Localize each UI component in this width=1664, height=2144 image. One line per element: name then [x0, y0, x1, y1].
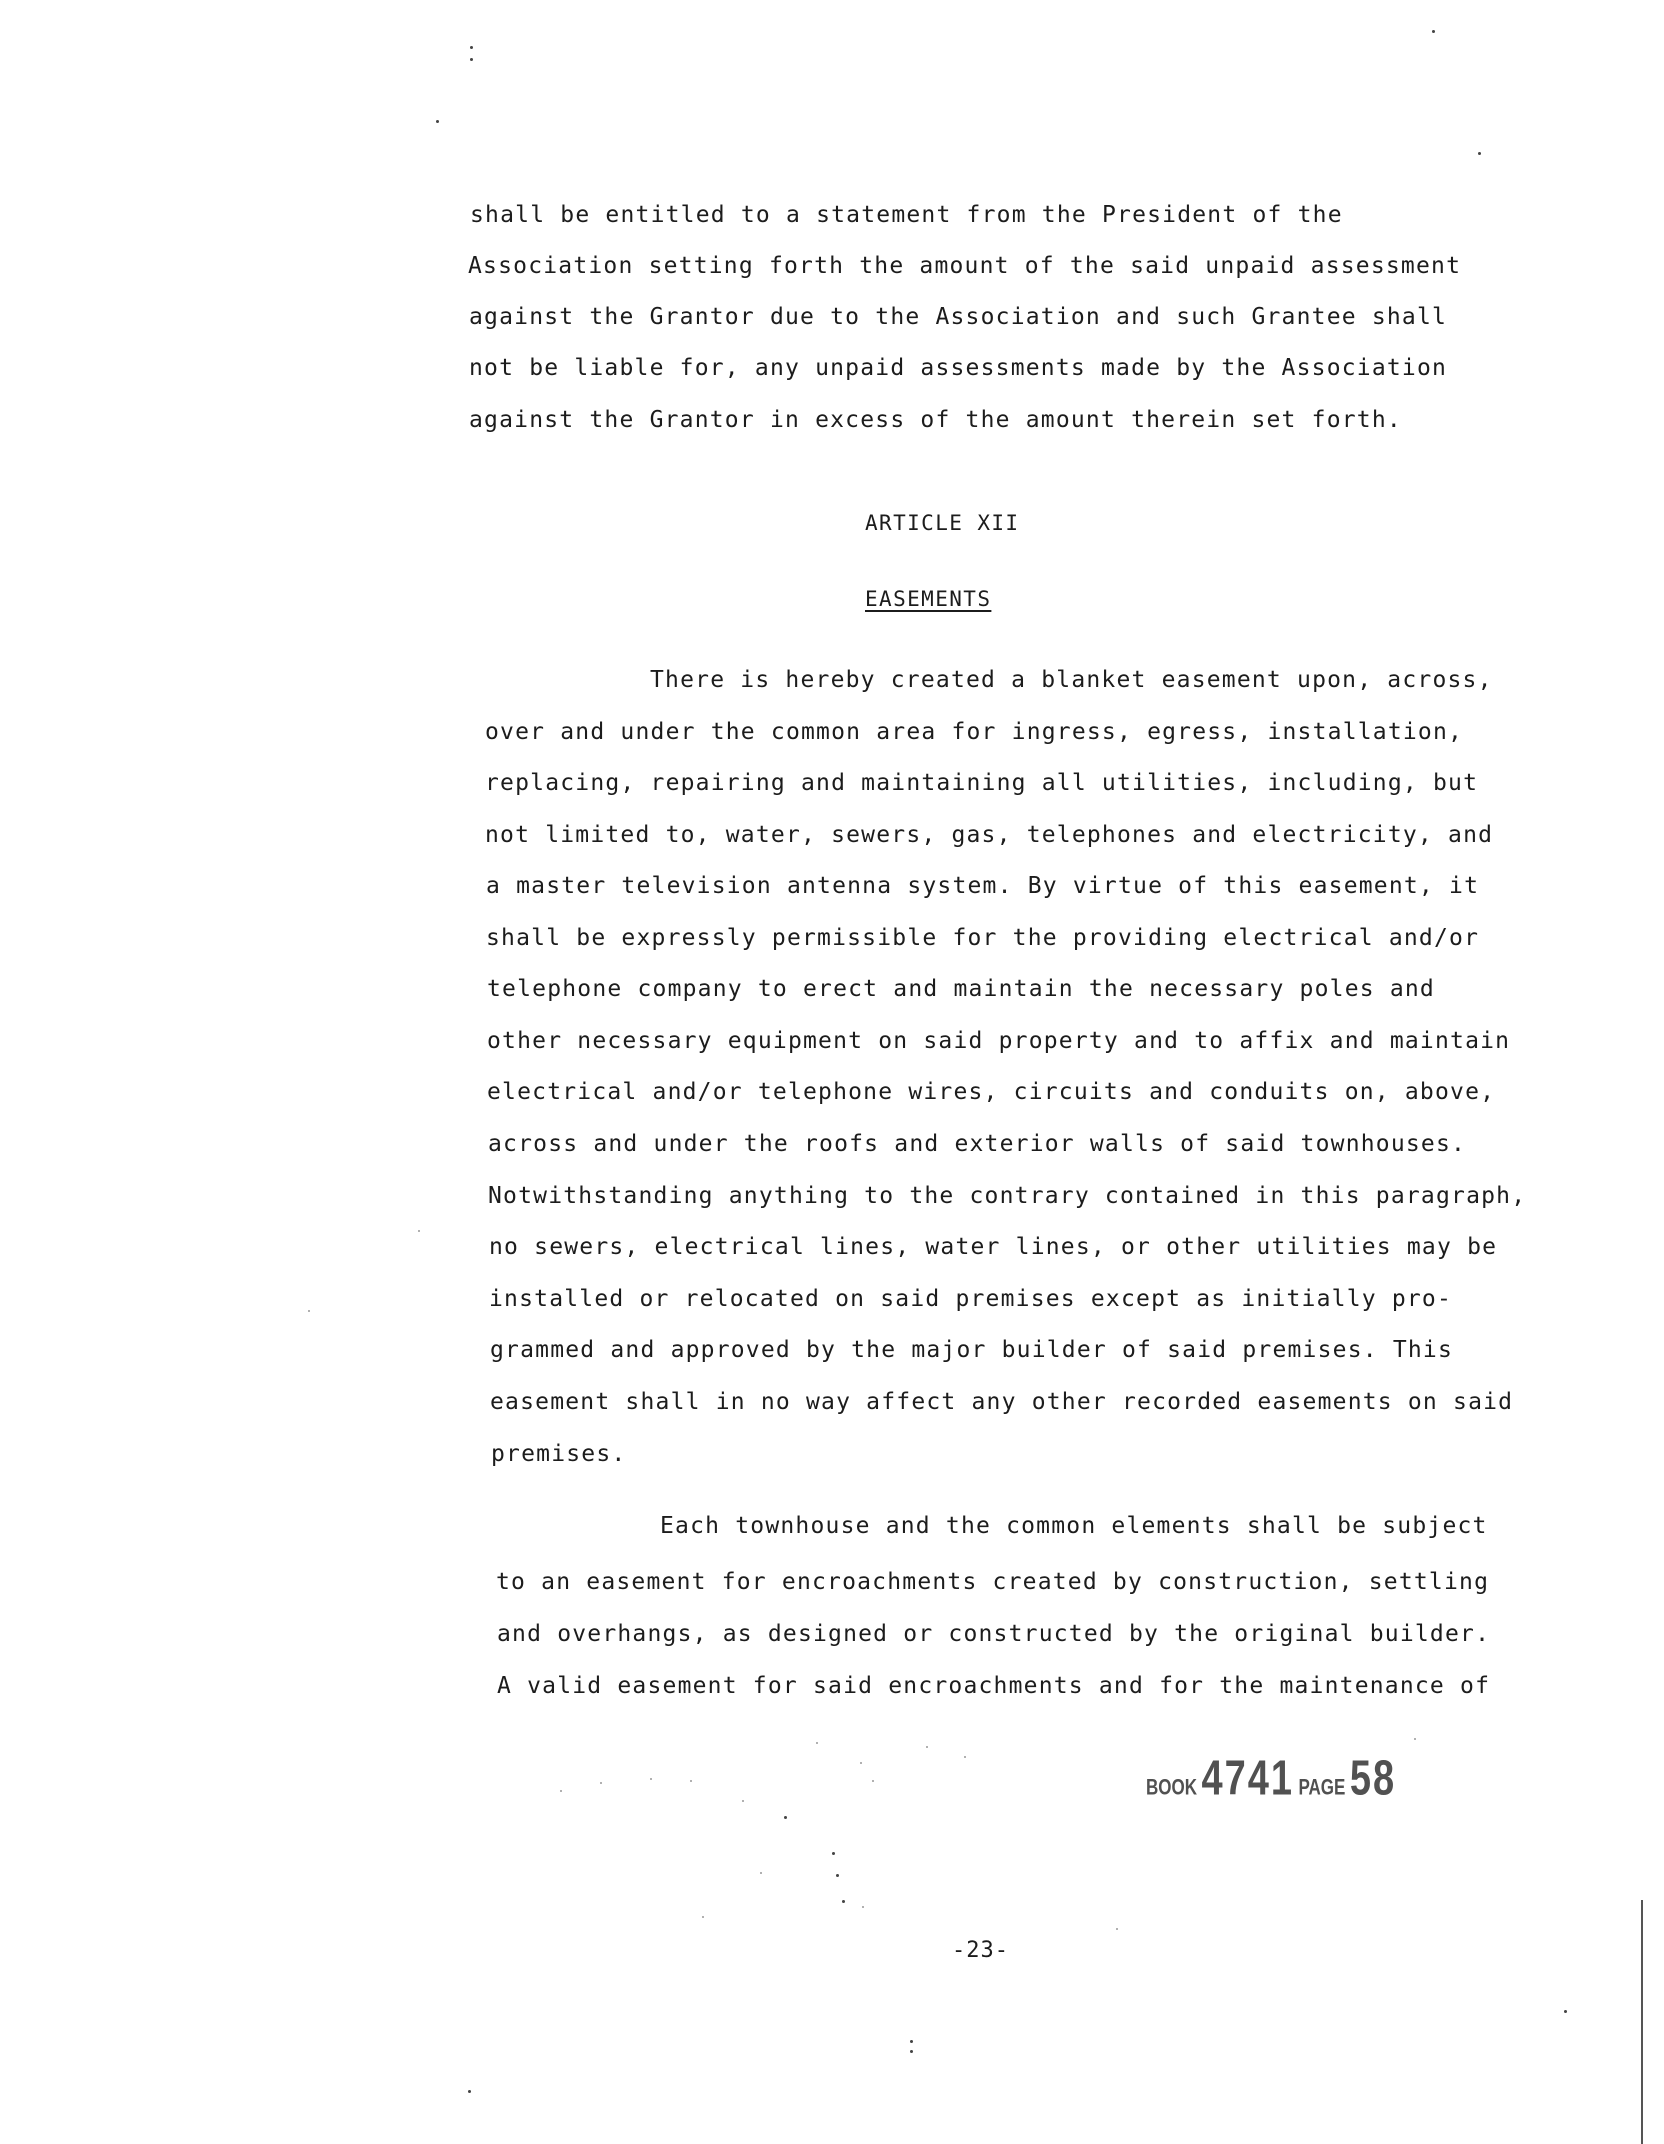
speck [560, 1790, 562, 1792]
speck [1414, 1738, 1416, 1740]
stamp-book-number: 4741 [1201, 1751, 1294, 1807]
text-line: shall be entitled to a statement from the President of the [470, 202, 1343, 228]
page-number: -23- [952, 1938, 1009, 1963]
recording-stamp [1146, 1752, 1396, 1808]
speck [832, 1852, 835, 1855]
speck [836, 1874, 839, 1877]
speck [784, 1816, 787, 1819]
article-heading: ARTICLE XII [865, 511, 1020, 535]
text-line: Each townhouse and the common elements shall be subject [660, 1513, 1488, 1539]
text-line: no sewers, electrical lines, water lines, or other utilities may be [489, 1234, 1498, 1260]
text-line: premises. [491, 1441, 627, 1467]
text-line: grammed and approved by the major builder of said premises. This [490, 1337, 1454, 1363]
text-line: a master television antenna system. By virtue of this easement, it [486, 873, 1480, 899]
speck [600, 1782, 602, 1784]
text-line: A valid easement for said encroachments and for the maintenance of [497, 1673, 1491, 1699]
text-line: against the Grantor due to the Association and such Grantee shall [469, 304, 1448, 330]
stamp-page-number: 58 [1349, 1751, 1397, 1807]
text-line: not limited to, water, sewers, gas, telephones and electricity, and [485, 822, 1494, 848]
text-line: across and under the roofs and exterior walls of said townhouses. [488, 1131, 1467, 1157]
speck [910, 2040, 913, 2043]
speck [418, 1230, 420, 1232]
speck [860, 1762, 862, 1764]
text-line: Association setting forth the amount of the said unpaid assessment [468, 253, 1462, 279]
text-line: installed or relocated on said premises except as initially pro- [489, 1286, 1453, 1312]
text-line: Notwithstanding anything to the contrary contained in this paragraph, [488, 1183, 1527, 1209]
section-title: EASEMENTS [865, 587, 992, 611]
text-line: electrical and/or telephone wires, circuits and conduits on, above, [487, 1079, 1496, 1105]
text-line: against the Grantor in excess of the amount therein set forth. [469, 407, 1402, 433]
speck [742, 1800, 744, 1802]
stamp-book-label: BOOK [1146, 1774, 1197, 1800]
speck [862, 1906, 864, 1908]
text-line: easement shall in no way affect any other recorded easements on said [490, 1389, 1514, 1415]
text-line: and overhangs, as designed or constructed by the original builder. [497, 1621, 1491, 1647]
stamp-page-label: PAGE [1298, 1774, 1346, 1800]
speck [760, 1872, 762, 1874]
speck [690, 1780, 692, 1782]
scan-edge-line [1641, 1900, 1643, 2144]
speck [964, 1756, 966, 1758]
text-line: to an easement for encroachments created by construction, settling [496, 1569, 1490, 1595]
text-line: not be liable for, any unpaid assessments made by the Association [469, 355, 1448, 381]
text-line: other necessary equipment on said property and to affix and maintain [487, 1028, 1511, 1054]
text-line: replacing, repairing and maintaining all utilities, including, but [485, 770, 1479, 796]
text-line: over and under the common area for ingress, egress, installation, [485, 719, 1464, 745]
speck [650, 1778, 652, 1780]
text-line: There is hereby created a blanket easement upon, across, [650, 667, 1493, 693]
speck [872, 1780, 874, 1782]
speck [910, 2050, 913, 2053]
text-line: telephone company to erect and maintain the necessary poles and [487, 976, 1435, 1002]
speck [1478, 152, 1481, 155]
speck [308, 1310, 310, 1312]
speck [926, 1746, 928, 1748]
speck [1116, 1928, 1118, 1930]
speck [468, 2090, 471, 2093]
speck [1564, 2010, 1567, 2013]
text-line: shall be expressly permissible for the providing electrical and/or [486, 925, 1480, 951]
speck [436, 120, 439, 123]
speck [470, 58, 473, 61]
speck [1432, 30, 1435, 33]
speck [470, 46, 473, 49]
speck [816, 1742, 818, 1744]
speck [842, 1900, 845, 1903]
speck [702, 1916, 704, 1918]
